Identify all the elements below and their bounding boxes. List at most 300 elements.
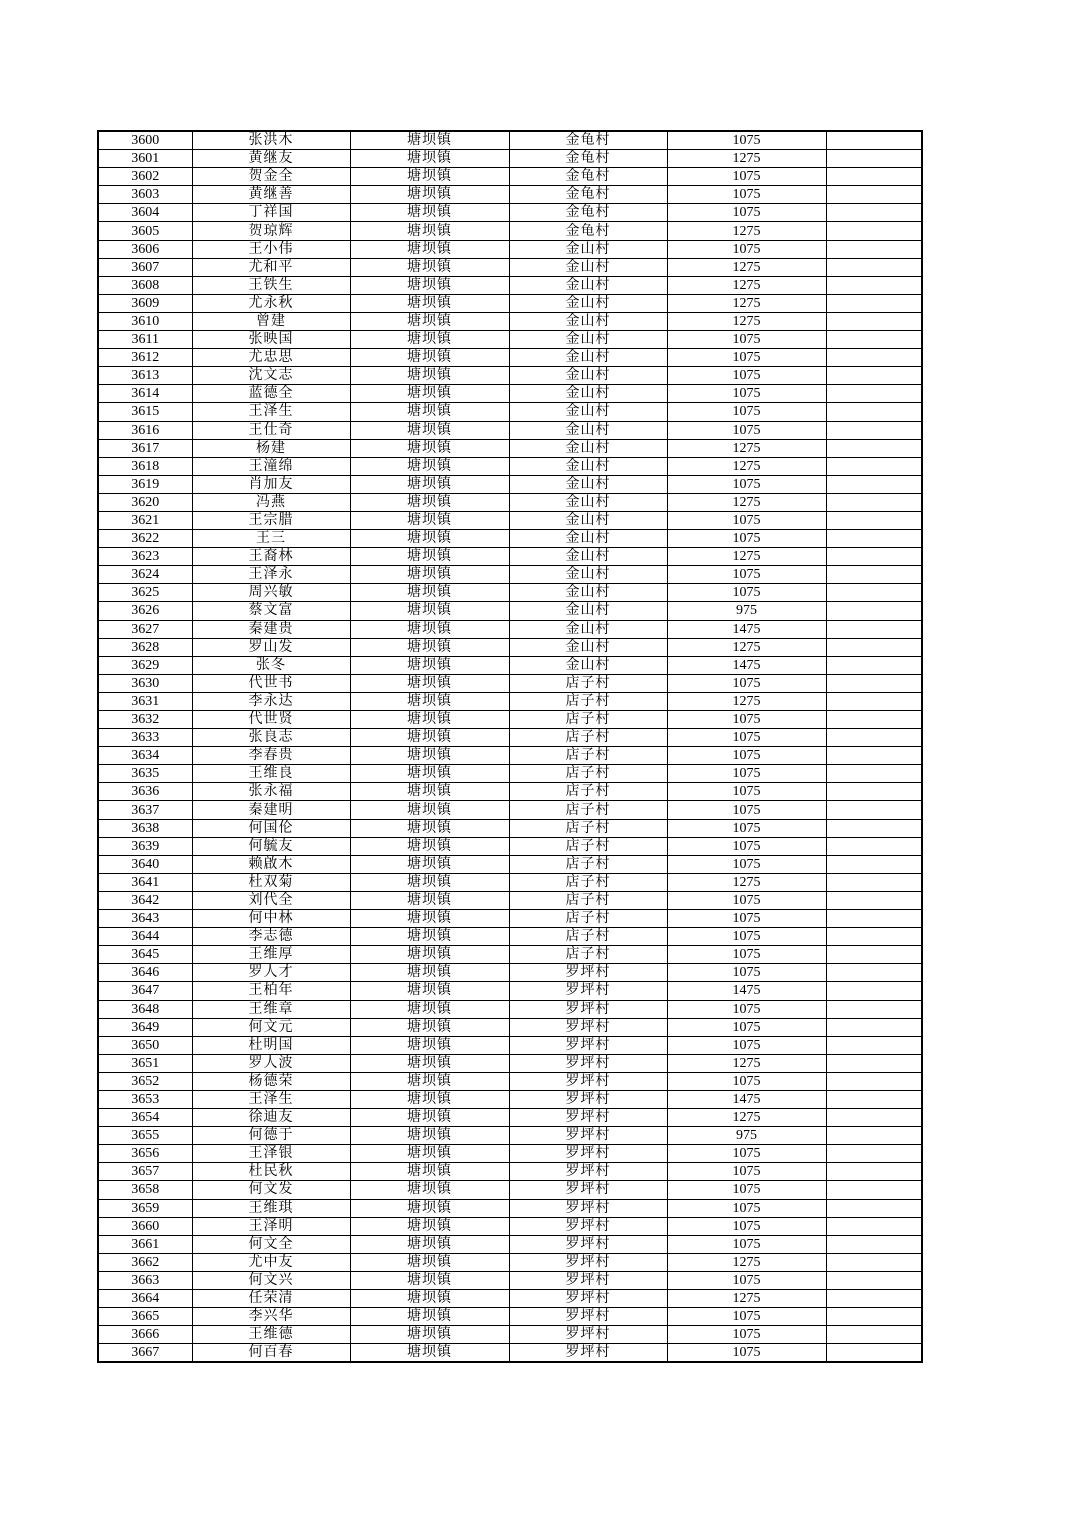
name-cell: 何文发 — [192, 1181, 350, 1199]
table-row — [98, 475, 922, 493]
note-cell — [826, 131, 922, 150]
table-row — [98, 1308, 922, 1326]
amount-cell: 1075 — [667, 403, 826, 421]
table-row — [98, 403, 922, 421]
name-cell: 李春贵 — [192, 747, 350, 765]
village-cell: 金山村 — [509, 530, 667, 548]
note-cell — [826, 638, 922, 656]
name-cell: 王泽生 — [192, 1090, 350, 1108]
note-cell — [826, 186, 922, 204]
row-number-cell: 3645 — [98, 946, 192, 964]
name-cell: 张冬 — [192, 656, 350, 674]
amount-cell: 1075 — [667, 584, 826, 602]
table-row — [98, 747, 922, 765]
amount-cell: 1275 — [667, 276, 826, 294]
name-cell: 何文全 — [192, 1235, 350, 1253]
name-cell: 黄继友 — [192, 150, 350, 168]
row-number-cell: 3651 — [98, 1054, 192, 1072]
table-row — [98, 982, 922, 1000]
name-cell: 刘代全 — [192, 891, 350, 909]
row-number-cell: 3663 — [98, 1271, 192, 1289]
village-cell: 罗坪村 — [509, 1127, 667, 1145]
village-cell: 罗坪村 — [509, 1145, 667, 1163]
town-cell: 塘坝镇 — [350, 1308, 509, 1326]
name-cell: 王三 — [192, 530, 350, 548]
table-row — [98, 1163, 922, 1181]
amount-cell: 1075 — [667, 331, 826, 349]
town-cell: 塘坝镇 — [350, 891, 509, 909]
note-cell — [826, 1090, 922, 1108]
town-cell: 塘坝镇 — [350, 982, 509, 1000]
name-cell: 何毓友 — [192, 837, 350, 855]
amount-cell: 1275 — [667, 258, 826, 276]
table-row — [98, 421, 922, 439]
village-cell: 金山村 — [509, 475, 667, 493]
note-cell — [826, 222, 922, 240]
note-cell — [826, 511, 922, 529]
village-cell: 金山村 — [509, 367, 667, 385]
name-cell: 杨德荣 — [192, 1072, 350, 1090]
table-row — [98, 1145, 922, 1163]
table-row — [98, 584, 922, 602]
note-cell — [826, 1000, 922, 1018]
name-cell: 冯燕 — [192, 493, 350, 511]
name-cell: 李兴华 — [192, 1308, 350, 1326]
note-cell — [826, 747, 922, 765]
table-row — [98, 656, 922, 674]
table-row — [98, 1109, 922, 1127]
table-row — [98, 186, 922, 204]
town-cell: 塘坝镇 — [350, 457, 509, 475]
row-number-cell: 3662 — [98, 1253, 192, 1271]
village-cell: 店子村 — [509, 855, 667, 873]
town-cell: 塘坝镇 — [350, 638, 509, 656]
town-cell: 塘坝镇 — [350, 1217, 509, 1235]
amount-cell: 1075 — [667, 964, 826, 982]
name-cell: 何国伦 — [192, 819, 350, 837]
village-cell: 金龟村 — [509, 204, 667, 222]
row-number-cell: 3623 — [98, 548, 192, 566]
town-cell: 塘坝镇 — [350, 801, 509, 819]
amount-cell: 1075 — [667, 421, 826, 439]
town-cell: 塘坝镇 — [350, 439, 509, 457]
row-number-cell: 3626 — [98, 602, 192, 620]
name-cell: 王泽永 — [192, 566, 350, 584]
table-row — [98, 367, 922, 385]
table-row — [98, 819, 922, 837]
note-cell — [826, 1217, 922, 1235]
note-cell — [826, 548, 922, 566]
village-cell: 罗坪村 — [509, 1036, 667, 1054]
table-row — [98, 620, 922, 638]
village-cell: 店子村 — [509, 711, 667, 729]
row-number-cell: 3605 — [98, 222, 192, 240]
row-number-cell: 3650 — [98, 1036, 192, 1054]
note-cell — [826, 1235, 922, 1253]
town-cell: 塘坝镇 — [350, 910, 509, 928]
town-cell: 塘坝镇 — [350, 765, 509, 783]
amount-cell: 1075 — [667, 1163, 826, 1181]
town-cell: 塘坝镇 — [350, 1145, 509, 1163]
name-cell: 代世书 — [192, 674, 350, 692]
note-cell — [826, 928, 922, 946]
amount-cell: 1275 — [667, 150, 826, 168]
note-cell — [826, 1163, 922, 1181]
table-row — [98, 349, 922, 367]
amount-cell: 1075 — [667, 819, 826, 837]
town-cell: 塘坝镇 — [350, 168, 509, 186]
town-cell: 塘坝镇 — [350, 1235, 509, 1253]
name-cell: 曾建 — [192, 312, 350, 330]
town-cell: 塘坝镇 — [350, 258, 509, 276]
row-number-cell: 3642 — [98, 891, 192, 909]
amount-cell: 1075 — [667, 1036, 826, 1054]
amount-cell: 975 — [667, 602, 826, 620]
name-cell: 王仕奇 — [192, 421, 350, 439]
village-cell: 金山村 — [509, 276, 667, 294]
note-cell — [826, 385, 922, 403]
note-cell — [826, 602, 922, 620]
village-cell: 店子村 — [509, 819, 667, 837]
town-cell: 塘坝镇 — [350, 475, 509, 493]
row-number-cell: 3607 — [98, 258, 192, 276]
table-row — [98, 168, 922, 186]
amount-cell: 1075 — [667, 1344, 826, 1363]
amount-cell: 1275 — [667, 294, 826, 312]
name-cell: 王泽银 — [192, 1145, 350, 1163]
table-row — [98, 801, 922, 819]
table-row — [98, 602, 922, 620]
name-cell: 贺琼辉 — [192, 222, 350, 240]
row-number-cell: 3639 — [98, 837, 192, 855]
note-cell — [826, 855, 922, 873]
village-cell: 金山村 — [509, 294, 667, 312]
row-number-cell: 3601 — [98, 150, 192, 168]
name-cell: 王维琪 — [192, 1199, 350, 1217]
note-cell — [826, 403, 922, 421]
town-cell: 塘坝镇 — [350, 367, 509, 385]
town-cell: 塘坝镇 — [350, 150, 509, 168]
note-cell — [826, 367, 922, 385]
name-cell: 张洪木 — [192, 131, 350, 150]
town-cell: 塘坝镇 — [350, 530, 509, 548]
row-number-cell: 3637 — [98, 801, 192, 819]
amount-cell: 1275 — [667, 1054, 826, 1072]
village-cell: 店子村 — [509, 910, 667, 928]
town-cell: 塘坝镇 — [350, 294, 509, 312]
table-row — [98, 204, 922, 222]
village-cell: 罗坪村 — [509, 1235, 667, 1253]
amount-cell: 1075 — [667, 928, 826, 946]
town-cell: 塘坝镇 — [350, 747, 509, 765]
town-cell: 塘坝镇 — [350, 421, 509, 439]
table-row — [98, 1217, 922, 1235]
table-row — [98, 783, 922, 801]
name-cell: 王潼绵 — [192, 457, 350, 475]
table-row — [98, 258, 922, 276]
row-number-cell: 3634 — [98, 747, 192, 765]
village-cell: 店子村 — [509, 873, 667, 891]
table-row — [98, 711, 922, 729]
town-cell: 塘坝镇 — [350, 566, 509, 584]
town-cell: 塘坝镇 — [350, 204, 509, 222]
row-number-cell: 3647 — [98, 982, 192, 1000]
table-row — [98, 331, 922, 349]
row-number-cell: 3613 — [98, 367, 192, 385]
village-cell: 店子村 — [509, 747, 667, 765]
town-cell: 塘坝镇 — [350, 1344, 509, 1363]
table-row — [98, 765, 922, 783]
village-cell: 金山村 — [509, 584, 667, 602]
amount-cell: 1275 — [667, 638, 826, 656]
row-number-cell: 3653 — [98, 1090, 192, 1108]
amount-cell: 1275 — [667, 312, 826, 330]
village-cell: 罗坪村 — [509, 1199, 667, 1217]
amount-cell: 1075 — [667, 1271, 826, 1289]
town-cell: 塘坝镇 — [350, 385, 509, 403]
town-cell: 塘坝镇 — [350, 656, 509, 674]
town-cell: 塘坝镇 — [350, 602, 509, 620]
amount-cell: 1075 — [667, 511, 826, 529]
amount-cell: 1275 — [667, 873, 826, 891]
row-number-cell: 3654 — [98, 1109, 192, 1127]
row-number-cell: 3615 — [98, 403, 192, 421]
note-cell — [826, 349, 922, 367]
row-number-cell: 3614 — [98, 385, 192, 403]
town-cell: 塘坝镇 — [350, 331, 509, 349]
town-cell: 塘坝镇 — [350, 240, 509, 258]
amount-cell: 1075 — [667, 801, 826, 819]
village-cell: 罗坪村 — [509, 1271, 667, 1289]
note-cell — [826, 692, 922, 710]
town-cell: 塘坝镇 — [350, 946, 509, 964]
town-cell: 塘坝镇 — [350, 1163, 509, 1181]
village-cell: 金山村 — [509, 457, 667, 475]
town-cell: 塘坝镇 — [350, 1290, 509, 1308]
village-cell: 店子村 — [509, 946, 667, 964]
name-cell: 丁祥国 — [192, 204, 350, 222]
amount-cell: 1275 — [667, 222, 826, 240]
name-cell: 杜明国 — [192, 1036, 350, 1054]
note-cell — [826, 421, 922, 439]
name-cell: 尤中友 — [192, 1253, 350, 1271]
row-number-cell: 3604 — [98, 204, 192, 222]
name-cell: 杜双菊 — [192, 873, 350, 891]
note-cell — [826, 1181, 922, 1199]
name-cell: 赖啟木 — [192, 855, 350, 873]
village-cell: 罗坪村 — [509, 982, 667, 1000]
table-row — [98, 240, 922, 258]
row-number-cell: 3640 — [98, 855, 192, 873]
row-number-cell: 3655 — [98, 1127, 192, 1145]
row-number-cell: 3661 — [98, 1235, 192, 1253]
town-cell: 塘坝镇 — [350, 511, 509, 529]
row-number-cell: 3666 — [98, 1326, 192, 1344]
row-number-cell: 3609 — [98, 294, 192, 312]
table-row — [98, 855, 922, 873]
note-cell — [826, 801, 922, 819]
amount-cell: 1075 — [667, 131, 826, 150]
village-cell: 金山村 — [509, 620, 667, 638]
note-cell — [826, 294, 922, 312]
town-cell: 塘坝镇 — [350, 403, 509, 421]
village-cell: 罗坪村 — [509, 1181, 667, 1199]
name-cell: 李志德 — [192, 928, 350, 946]
town-cell: 塘坝镇 — [350, 674, 509, 692]
table-row — [98, 1000, 922, 1018]
village-cell: 金龟村 — [509, 150, 667, 168]
name-cell: 任荣清 — [192, 1290, 350, 1308]
note-cell — [826, 765, 922, 783]
name-cell: 杜民秋 — [192, 1163, 350, 1181]
row-number-cell: 3611 — [98, 331, 192, 349]
row-number-cell: 3659 — [98, 1199, 192, 1217]
town-cell: 塘坝镇 — [350, 711, 509, 729]
note-cell — [826, 711, 922, 729]
row-number-cell: 3649 — [98, 1018, 192, 1036]
name-cell: 蓝德全 — [192, 385, 350, 403]
amount-cell: 1075 — [667, 1235, 826, 1253]
town-cell: 塘坝镇 — [350, 1326, 509, 1344]
amount-cell: 1075 — [667, 1145, 826, 1163]
table-row — [98, 1253, 922, 1271]
village-cell: 罗坪村 — [509, 1054, 667, 1072]
amount-cell: 1075 — [667, 168, 826, 186]
name-cell: 罗人波 — [192, 1054, 350, 1072]
village-cell: 店子村 — [509, 729, 667, 747]
village-cell: 店子村 — [509, 692, 667, 710]
amount-cell: 1075 — [667, 1326, 826, 1344]
village-cell: 金山村 — [509, 511, 667, 529]
town-cell: 塘坝镇 — [350, 1253, 509, 1271]
village-cell: 金山村 — [509, 602, 667, 620]
village-cell: 金龟村 — [509, 168, 667, 186]
town-cell: 塘坝镇 — [350, 1127, 509, 1145]
amount-cell: 1075 — [667, 1199, 826, 1217]
note-cell — [826, 1344, 922, 1363]
name-cell: 尤和平 — [192, 258, 350, 276]
note-cell — [826, 1018, 922, 1036]
note-cell — [826, 204, 922, 222]
table-row — [98, 1271, 922, 1289]
table-row — [98, 729, 922, 747]
row-number-cell: 3628 — [98, 638, 192, 656]
row-number-cell: 3652 — [98, 1072, 192, 1090]
town-cell: 塘坝镇 — [350, 131, 509, 150]
name-cell: 肖加友 — [192, 475, 350, 493]
table-row — [98, 276, 922, 294]
amount-cell: 1075 — [667, 1072, 826, 1090]
village-cell: 罗坪村 — [509, 1290, 667, 1308]
name-cell: 何文元 — [192, 1018, 350, 1036]
name-cell: 王泽明 — [192, 1217, 350, 1235]
amount-cell: 1075 — [667, 1000, 826, 1018]
table-row — [98, 1181, 922, 1199]
note-cell — [826, 1199, 922, 1217]
village-cell: 店子村 — [509, 801, 667, 819]
village-cell: 罗坪村 — [509, 1018, 667, 1036]
note-cell — [826, 1326, 922, 1344]
village-cell: 金龟村 — [509, 222, 667, 240]
amount-cell: 1075 — [667, 783, 826, 801]
name-cell: 王维章 — [192, 1000, 350, 1018]
town-cell: 塘坝镇 — [350, 276, 509, 294]
name-cell: 王维德 — [192, 1326, 350, 1344]
table-row — [98, 837, 922, 855]
name-cell: 罗山发 — [192, 638, 350, 656]
table-row — [98, 1290, 922, 1308]
row-number-cell: 3646 — [98, 964, 192, 982]
name-cell: 杨建 — [192, 439, 350, 457]
row-number-cell: 3648 — [98, 1000, 192, 1018]
name-cell: 张良志 — [192, 729, 350, 747]
name-cell: 王维厚 — [192, 946, 350, 964]
note-cell — [826, 150, 922, 168]
amount-cell: 1075 — [667, 367, 826, 385]
village-cell: 店子村 — [509, 928, 667, 946]
row-number-cell: 3630 — [98, 674, 192, 692]
table-row — [98, 511, 922, 529]
row-number-cell: 3631 — [98, 692, 192, 710]
table-row — [98, 530, 922, 548]
row-number-cell: 3664 — [98, 1290, 192, 1308]
row-number-cell: 3617 — [98, 439, 192, 457]
amount-cell: 1275 — [667, 1290, 826, 1308]
name-cell: 王柏年 — [192, 982, 350, 1000]
table-row — [98, 1326, 922, 1344]
name-cell: 王宗腊 — [192, 511, 350, 529]
table-row — [98, 1054, 922, 1072]
note-cell — [826, 1308, 922, 1326]
town-cell: 塘坝镇 — [350, 620, 509, 638]
row-number-cell: 3619 — [98, 475, 192, 493]
amount-cell: 1075 — [667, 711, 826, 729]
town-cell: 塘坝镇 — [350, 1072, 509, 1090]
village-cell: 金龟村 — [509, 186, 667, 204]
village-cell: 店子村 — [509, 674, 667, 692]
amount-cell: 1075 — [667, 204, 826, 222]
note-cell — [826, 312, 922, 330]
note-cell — [826, 276, 922, 294]
town-cell: 塘坝镇 — [350, 186, 509, 204]
name-cell: 徐迪友 — [192, 1109, 350, 1127]
name-cell: 李永达 — [192, 692, 350, 710]
town-cell: 塘坝镇 — [350, 548, 509, 566]
town-cell: 塘坝镇 — [350, 1018, 509, 1036]
name-cell: 王铁生 — [192, 276, 350, 294]
amount-cell: 1075 — [667, 729, 826, 747]
name-cell: 秦建明 — [192, 801, 350, 819]
note-cell — [826, 964, 922, 982]
table-row — [98, 439, 922, 457]
amount-cell: 1275 — [667, 493, 826, 511]
amount-cell: 975 — [667, 1127, 826, 1145]
amount-cell: 1075 — [667, 1018, 826, 1036]
town-cell: 塘坝镇 — [350, 1000, 509, 1018]
name-cell: 黄继善 — [192, 186, 350, 204]
amount-cell: 1075 — [667, 1181, 826, 1199]
note-cell — [826, 475, 922, 493]
note-cell — [826, 530, 922, 548]
amount-cell: 1475 — [667, 982, 826, 1000]
name-cell: 周兴敏 — [192, 584, 350, 602]
table-row — [98, 1127, 922, 1145]
amount-cell: 1275 — [667, 1109, 826, 1127]
town-cell: 塘坝镇 — [350, 783, 509, 801]
amount-cell: 1075 — [667, 385, 826, 403]
note-cell — [826, 656, 922, 674]
amount-cell: 1075 — [667, 530, 826, 548]
